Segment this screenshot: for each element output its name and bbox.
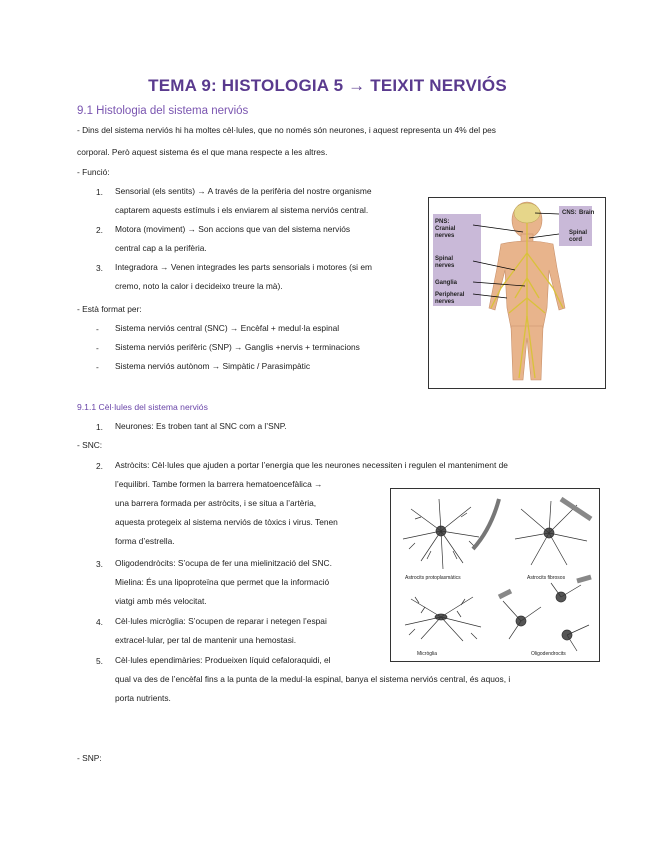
neurones-item: Neurones: Es troben tant al SNC com a l’SNP. — [115, 421, 287, 431]
label-astrocit-fibros: Astrocits fibrosos — [527, 575, 566, 581]
glial-cells-illustration — [391, 489, 599, 661]
label-cranial: Cranial — [435, 226, 456, 232]
label-astrocit-protoplasmatic: Astrocits protoplasmàtics — [405, 575, 461, 581]
list-number: 3. — [96, 263, 103, 273]
snp-heading: - SNP: — [77, 753, 102, 763]
list-number: 5. — [96, 656, 103, 666]
format-item: Sistema nerviós central (SNC) → Encèfal + medul·la espinal — [115, 323, 340, 333]
list-item: Astròcits: Cèl·lules que ajuden a portar l’energia que les neurones necessiten i regulen el manteniment de — [115, 460, 508, 470]
label-peripheral: Peripheral — [435, 292, 465, 298]
label-oligodendrocit: Oligodendrocits — [531, 651, 566, 657]
format-heading: - Està format per: — [77, 304, 142, 314]
funcio-heading: - Funció: — [77, 167, 110, 177]
list-item: Motora (moviment) → Son accions que van del sistema nerviós central cap a la perifèria. — [115, 224, 351, 253]
astrocyte-protoplasmic-drawing — [403, 499, 499, 569]
snc-heading: - SNC: — [77, 440, 103, 450]
format-item: Sistema nerviós autònom → Simpàtic / Parasimpàtic — [115, 361, 311, 371]
page-title: TEMA 9: HISTOLOGIA 5 → TEIXIT NERVIÓS — [148, 76, 507, 95]
list-item: Cèl·lules micròglia: S’ocupen de reparar i netegen l’espai extracel·lular, per tal de mantenir una hemostasi. — [115, 616, 327, 645]
label-cns: CNS: — [562, 210, 577, 216]
bullet-dash: - — [96, 343, 99, 353]
astrocyte-fibrous-drawing — [515, 499, 591, 565]
glial-cells-figure — [390, 488, 600, 662]
list-item: Sensorial (els sentits) → A través de la perifèria del nostre organisme captarem aquests estímuls i els enviarem al sistema nerviós central. — [115, 186, 372, 215]
label-brain: Brain — [579, 210, 595, 216]
list-number: 2. — [96, 461, 103, 471]
body-illustration — [429, 198, 605, 388]
subsection-heading: 9.1.1 Cèl·lules del sistema nerviós — [77, 402, 208, 412]
label-nerves: nerves — [435, 263, 455, 269]
label-pns: PNS: — [435, 219, 450, 225]
list-number: 2. — [96, 225, 103, 235]
list-number: 4. — [96, 617, 103, 627]
list-item: qual va des de l’encèfal fins a la punta de la medul·la espinal, banya el sistema nerviós central, és aquos, i — [115, 674, 511, 684]
list-item: Cèl·lules ependimàries: Produeixen líquid cefaloraquidi, el — [115, 655, 331, 665]
list-item: porta nutrients. — [115, 693, 171, 703]
label-cord: cord — [569, 237, 583, 243]
label-nerves: nerves — [435, 299, 455, 305]
oligodendrocyte-drawing — [499, 577, 591, 651]
bullet-dash: - — [96, 362, 99, 372]
list-item: Oligodendròcits: S’ocupa de fer una mielinització del SNC. Mielina: És una lipoproteïna que permet que la informació viatgi amb més velocitat. — [115, 558, 332, 606]
intro-line-2: corporal. Però aquest sistema és el que mana respecte a les altres. — [77, 147, 328, 157]
intro-line-1: - Dins del sistema nerviós hi ha moltes cèl·lules, que no només són neurones, i aquest representa un 4% del pes — [77, 125, 496, 135]
list-item: l’equilibri. Tambe formen la barrera hematoencefàlica → una barrera formada per astròcits, i se situa a l’artèria, aquesta protegeix al sistema nerviós de tòxics i virus. Tenen forma d’estrella. — [115, 479, 338, 546]
label-microglia: Micròglia — [417, 651, 438, 657]
label-spinal: Spinal — [435, 256, 454, 262]
bullet-dash: - — [96, 324, 99, 334]
list-item: Integradora → Venen integrades les parts sensorials i motores (si em cremo, noto la calor i decideixo treure la mà). — [115, 262, 372, 291]
label-spinal: Spinal — [569, 230, 588, 236]
microglia-drawing — [405, 597, 481, 641]
list-number: 3. — [96, 559, 103, 569]
list-number: 1. — [96, 187, 103, 197]
list-number: 1. — [96, 422, 103, 432]
label-nerves: nerves — [435, 233, 455, 239]
section-heading: 9.1 Histologia del sistema nerviós — [77, 105, 249, 117]
nervous-system-figure — [428, 197, 606, 389]
format-item: Sistema nerviós perifèric (SNP) → Ganglis +nervis + terminacions — [115, 342, 360, 352]
label-ganglia: Ganglia — [435, 280, 458, 286]
